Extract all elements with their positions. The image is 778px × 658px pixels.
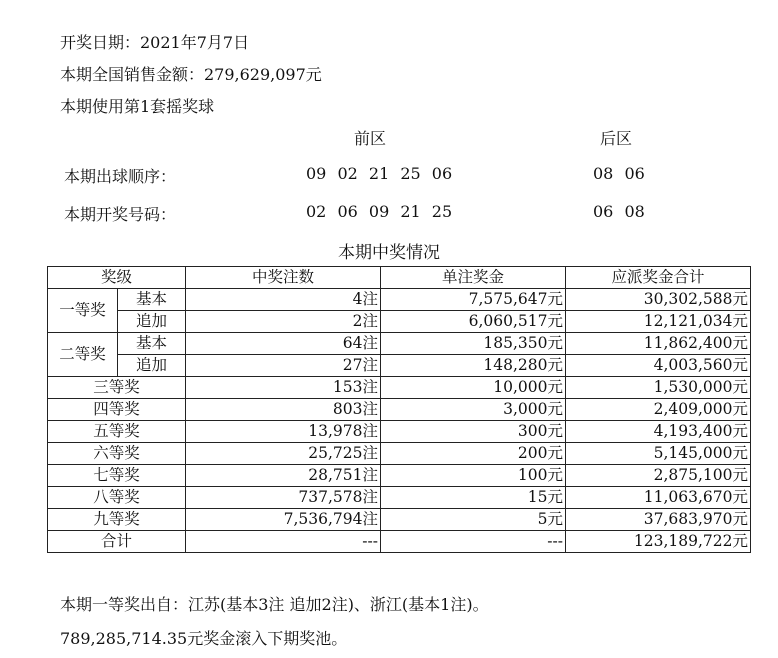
front-zone-header: 前区 [354, 129, 387, 148]
level-name: 八等奖 [48, 487, 186, 509]
level-name: 三等奖 [48, 377, 186, 399]
header-prize: 单注奖金 [381, 267, 566, 289]
table-row [48, 311, 751, 333]
sub-level: 基本 [118, 289, 186, 311]
unit-prize: 5元 [381, 509, 566, 531]
table-row [48, 443, 751, 465]
table-row [48, 487, 751, 509]
sub-level: 追加 [118, 355, 186, 377]
unit-prize: 100元 [381, 465, 566, 487]
winning-numbers-front: 02 06 09 21 25 [306, 202, 453, 221]
draw-order-label: 本期出球顺序： [64, 167, 177, 186]
sum-count: --- [186, 531, 381, 553]
table-row [48, 421, 751, 443]
win-count: 2注 [186, 311, 381, 333]
unit-prize: 300元 [381, 421, 566, 443]
unit-prize: 6,060,517元 [381, 311, 566, 333]
level-name: 二等奖 [48, 333, 118, 377]
header-count: 中奖注数 [186, 267, 381, 289]
table-row [48, 355, 751, 377]
win-count: 737,578注 [186, 487, 381, 509]
unit-prize: 15元 [381, 487, 566, 509]
jackpot-rollover: 789,285,714.35元奖金滚入下期奖池。 [60, 629, 348, 648]
sum-total: 123,189,722元 [566, 531, 751, 553]
table-row [48, 509, 751, 531]
total-prize: 4,193,400元 [566, 421, 751, 443]
total-prize: 11,063,670元 [566, 487, 751, 509]
winning-numbers-label: 本期开奖号码： [64, 205, 177, 224]
sum-prize: --- [381, 531, 566, 553]
total-prize: 30,302,588元 [566, 289, 751, 311]
ball-set: 本期使用第1套摇奖球 [60, 97, 215, 116]
level-name: 四等奖 [48, 399, 186, 421]
total-prize: 12,121,034元 [566, 311, 751, 333]
draw-order-front: 09 02 21 25 06 [306, 164, 453, 183]
unit-prize: 200元 [381, 443, 566, 465]
unit-prize: 185,350元 [381, 333, 566, 355]
section-title: 本期中奖情况 [338, 243, 440, 263]
total-prize: 4,003,560元 [566, 355, 751, 377]
unit-prize: 148,280元 [381, 355, 566, 377]
level-name: 六等奖 [48, 443, 186, 465]
winning-numbers-back: 06 08 [593, 202, 645, 221]
draw-order-back: 08 06 [593, 164, 645, 183]
sales-amount: 本期全国销售金额：279,629,097元 [60, 65, 322, 84]
total-prize: 2,409,000元 [566, 399, 751, 421]
unit-prize: 3,000元 [381, 399, 566, 421]
level-name: 九等奖 [48, 509, 186, 531]
total-prize: 5,145,000元 [566, 443, 751, 465]
unit-prize: 7,575,647元 [381, 289, 566, 311]
header-total: 应派奖金合计 [566, 267, 751, 289]
level-name: 一等奖 [48, 289, 118, 333]
sub-level: 追加 [118, 311, 186, 333]
win-count: 4注 [186, 289, 381, 311]
win-count: 25,725注 [186, 443, 381, 465]
total-prize: 2,875,100元 [566, 465, 751, 487]
total-prize: 1,530,000元 [566, 377, 751, 399]
table-row [48, 465, 751, 487]
table-header-row [48, 267, 751, 289]
prize-table [47, 266, 751, 553]
table-row [48, 399, 751, 421]
win-count: 153注 [186, 377, 381, 399]
sub-level: 基本 [118, 333, 186, 355]
level-name: 七等奖 [48, 465, 186, 487]
first-prize-origin: 本期一等奖出自：江苏(基本3注 追加2注)、浙江(基本1注)。 [60, 595, 489, 614]
table-row [48, 289, 751, 311]
level-name: 五等奖 [48, 421, 186, 443]
table-row [48, 377, 751, 399]
sum-label: 合计 [48, 531, 186, 553]
total-prize: 11,862,400元 [566, 333, 751, 355]
table-sum-row [48, 531, 751, 553]
header-level: 奖级 [48, 267, 186, 289]
win-count: 27注 [186, 355, 381, 377]
win-count: 28,751注 [186, 465, 381, 487]
win-count: 64注 [186, 333, 381, 355]
unit-prize: 10,000元 [381, 377, 566, 399]
win-count: 13,978注 [186, 421, 381, 443]
table-row [48, 333, 751, 355]
win-count: 803注 [186, 399, 381, 421]
back-zone-header: 后区 [600, 129, 633, 148]
draw-date: 开奖日期：2021年7月7日 [60, 33, 250, 52]
total-prize: 37,683,970元 [566, 509, 751, 531]
win-count: 7,536,794注 [186, 509, 381, 531]
